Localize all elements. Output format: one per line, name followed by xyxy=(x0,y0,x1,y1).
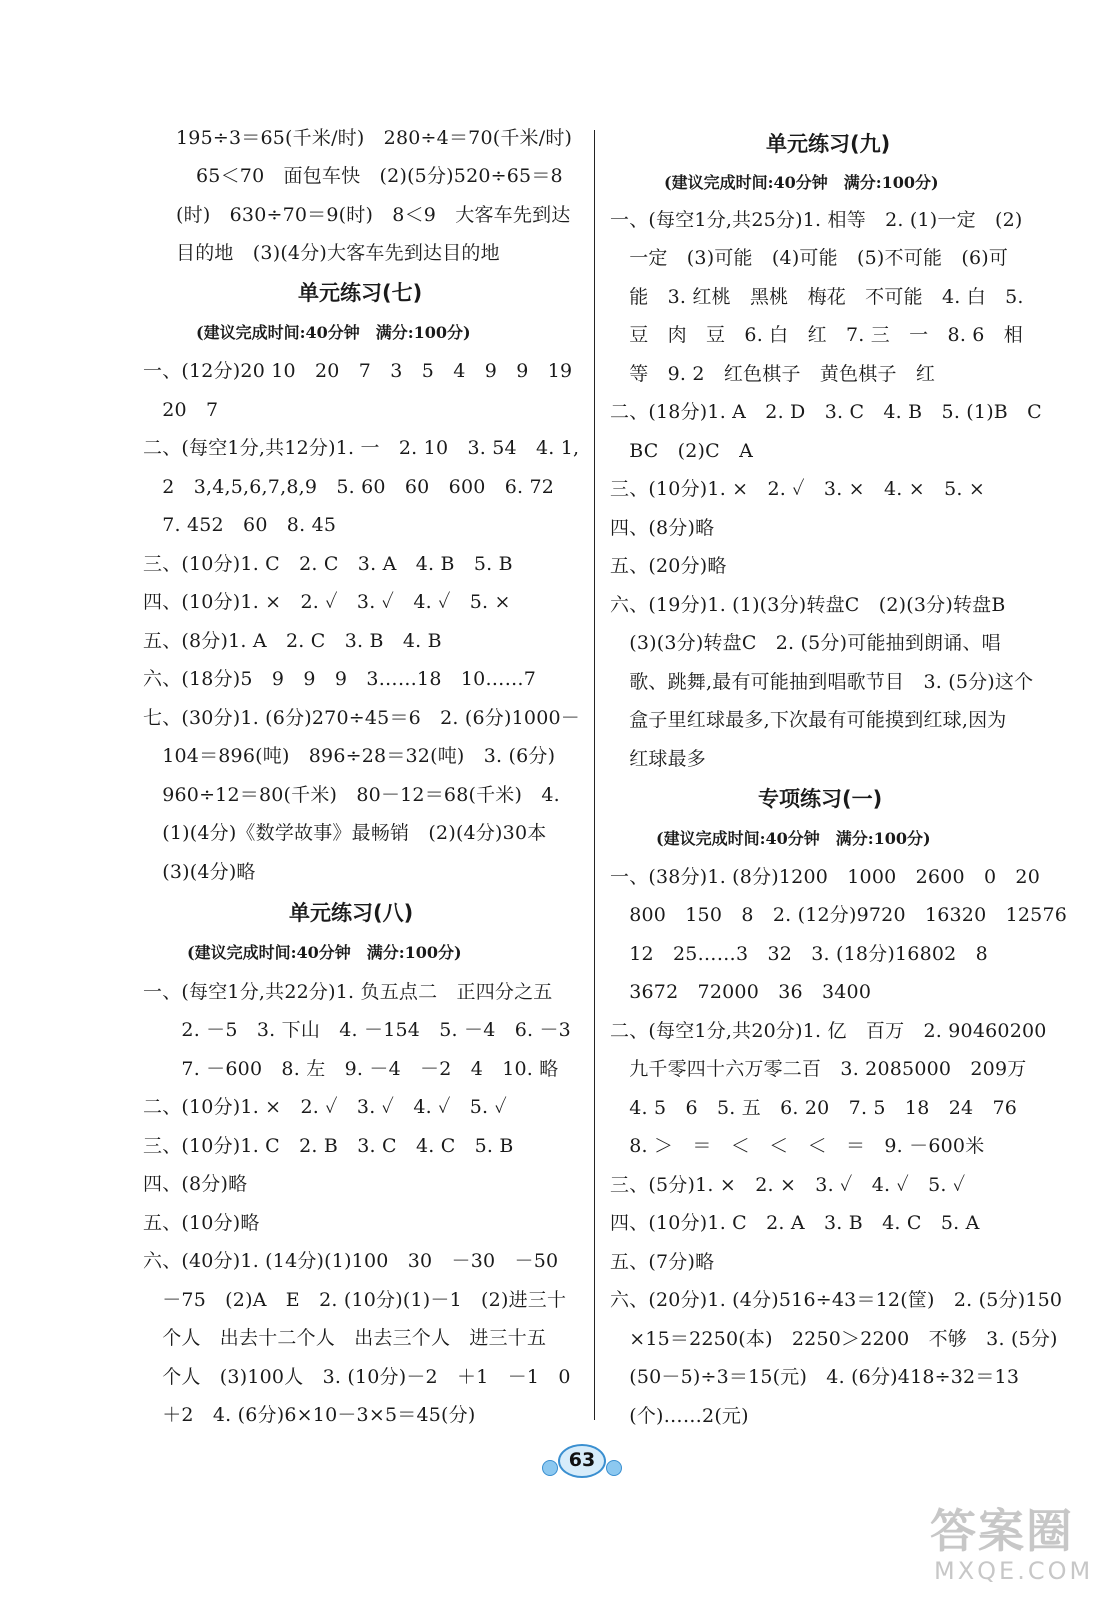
answer-line: 三、(5分)1. × 2. × 3. ✓ 4. ✓ 5. ✓ xyxy=(610,1174,966,1196)
page-number: 63 xyxy=(568,1449,596,1471)
answer-line: 六、(20分)1. (4分)516÷43＝12(筐) 2. (5分)150 xyxy=(610,1289,1063,1311)
answer-line: 一、(38分)1. (8分)1200 1000 2600 0 20 xyxy=(610,866,1041,888)
answer-line: 8. ＞ ＝ ＜ ＜ ＜ ＝ 9. －600米 xyxy=(610,1135,985,1157)
answer-line: (个)……2(元) xyxy=(610,1405,749,1427)
answer-line: (时) 630÷70＝9(时) 8＜9 大客车先到达 xyxy=(176,204,571,226)
answer-line: 个人 出去十二个人 出去三个人 进三十五 xyxy=(143,1327,547,1349)
answer-line: 一定 (3)可能 (4)可能 (5)不可能 (6)可 xyxy=(610,247,1009,269)
answer-line: (3)(4分)略 xyxy=(143,861,256,883)
answer-line: 五、(20分)略 xyxy=(610,555,727,577)
section-title-unit7: 单元练习(七) xyxy=(298,281,423,305)
answer-line: 三、(10分)1. C 2. B 3. C 4. C 5. B xyxy=(143,1135,514,1157)
answer-line: －75 (2)A E 2. (10分)(1)－1 (2)进三十 xyxy=(143,1289,567,1311)
answer-line: 104＝896(吨) 896÷28＝32(吨) 3. (6分) xyxy=(143,745,556,767)
answer-line: 六、(19分)1. (1)(3分)转盘C (2)(3分)转盘B xyxy=(610,594,1006,616)
section-subtitle-unit7: (建议完成时间:40分钟 满分:100分) xyxy=(196,323,471,342)
answer-line: 三、(10分)1. C 2. C 3. A 4. B 5. B xyxy=(143,553,513,575)
section-title-special1: 专项练习(一) xyxy=(758,787,883,811)
answer-line: 四、(10分)1. C 2. A 3. B 4. C 5. A xyxy=(610,1212,980,1234)
answer-line: 目的地 (3)(4分)大客车先到达目的地 xyxy=(176,242,500,264)
answer-line: 960÷12＝80(千米) 80－12＝68(千米) 4. xyxy=(143,784,560,806)
answer-line: 7. 452 60 8. 45 xyxy=(143,514,337,536)
answer-line: 12 25……3 32 3. (18分)16802 8 xyxy=(610,943,988,965)
answer-line: 七、(30分)1. (6分)270÷45＝6 2. (6分)1000－ xyxy=(143,707,580,729)
badge-dot-left xyxy=(542,1460,558,1476)
answer-line: 3672 72000 36 3400 xyxy=(610,981,872,1003)
answer-line: 65＜70 面包车快 (2)(5分)520÷65＝8 xyxy=(196,165,563,187)
section-title-unit8: 单元练习(八) xyxy=(289,901,414,925)
answer-line: 红球最多 xyxy=(610,748,707,770)
section-subtitle-special1: (建议完成时间:40分钟 满分:100分) xyxy=(656,829,931,848)
answer-line: 五、(10分)略 xyxy=(143,1212,260,1234)
answer-line: BC (2)C A xyxy=(610,440,754,462)
badge-dot-right xyxy=(606,1460,622,1476)
section-title-unit9: 单元练习(九) xyxy=(766,132,891,156)
answer-line: 等 9. 2 红色棋子 黄色棋子 红 xyxy=(610,363,936,385)
answer-line: 195÷3＝65(千米/时) 280÷4＝70(千米/时) xyxy=(176,127,573,149)
answer-line: 二、(10分)1. × 2. ✓ 3. ✓ 4. ✓ 5. ✓ xyxy=(143,1096,507,1118)
watermark-logo xyxy=(920,1495,1110,1595)
answer-line: 六、(18分)5 9 9 9 3……18 10……7 xyxy=(143,668,537,690)
answer-line: 20 7 xyxy=(143,399,219,421)
section-subtitle-unit8: (建议完成时间:40分钟 满分:100分) xyxy=(187,943,462,962)
answer-line: 二、(每空1分,共20分)1. 亿 百万 2. 90460200 xyxy=(610,1020,1047,1042)
answer-line: 盒子里红球最多,下次最有可能摸到红球,因为 xyxy=(610,709,1007,731)
answer-line: (1)(4分)《数学故事》最畅销 (2)(4分)30本 xyxy=(143,822,547,844)
answer-line: ＋2 4. (6分)6×10－3×5＝45(分) xyxy=(143,1404,476,1426)
answer-line: 一、(每空1分,共22分)1. 负五点二 正四分之五 xyxy=(143,981,553,1003)
watermark-text: 答案圈 xyxy=(930,1504,1074,1558)
answer-line: 个人 (3)100人 3. (10分)－2 ＋1 －1 0 xyxy=(143,1366,571,1388)
answer-line: 4. 5 6 5. 五 6. 20 7. 5 18 24 76 xyxy=(610,1097,1018,1119)
answer-line: 一、(12分)20 10 20 7 3 5 4 9 9 19 xyxy=(143,360,573,382)
answer-line: 三、(10分)1. × 2. ✓ 3. × 4. × 5. × xyxy=(610,478,985,500)
answer-line: 豆 肉 豆 6. 白 红 7. 三 一 8. 6 相 xyxy=(610,324,1023,346)
answer-line: 2. －5 3. 下山 4. －154 5. －4 6. －3 xyxy=(143,1019,571,1041)
answer-line: 能 3. 红桃 黑桃 梅花 不可能 4. 白 5. xyxy=(610,286,1024,308)
answer-line: 800 150 8 2. (12分)9720 16320 12576 xyxy=(610,904,1068,926)
answer-line: 二、(每空1分,共12分)1. 一 2. 10 3. 54 4. 1, xyxy=(143,437,580,459)
answer-line: 一、(每空1分,共25分)1. 相等 2. (1)一定 (2) xyxy=(610,209,1023,231)
watermark-url: MXQE.COM xyxy=(934,1557,1094,1585)
answer-line: 六、(40分)1. (14分)(1)100 30 －30 －50 xyxy=(143,1250,559,1272)
answer-line: 四、(10分)1. × 2. ✓ 3. ✓ 4. ✓ 5. × xyxy=(143,591,511,613)
column-divider xyxy=(594,130,595,1420)
answer-line: 九千零四十六万零二百 3. 2085000 209万 xyxy=(610,1058,1027,1080)
answer-line: 2 3,4,5,6,7,8,9 5. 60 60 600 6. 72 xyxy=(143,476,555,498)
answer-line: 五、(7分)略 xyxy=(610,1251,715,1273)
answer-line: 四、(8分)略 xyxy=(143,1173,248,1195)
answer-line: (50－5)÷3＝15(元) 4. (6分)418÷32＝13 xyxy=(610,1366,1020,1388)
answer-line: ×15＝2250(本) 2250＞2200 不够 3. (5分) xyxy=(610,1328,1058,1350)
page-number-badge xyxy=(540,1440,624,1484)
answer-line: 二、(18分)1. A 2. D 3. C 4. B 5. (1)B C xyxy=(610,401,1042,423)
answer-line: 四、(8分)略 xyxy=(610,517,715,539)
answer-line: 7. －600 8. 左 9. －4 －2 4 10. 略 xyxy=(143,1058,559,1080)
answer-line: (3)(3分)转盘C 2. (5分)可能抽到朗诵、唱 xyxy=(610,632,1001,654)
answer-line: 五、(8分)1. A 2. C 3. B 4. B xyxy=(143,630,442,652)
section-subtitle-unit9: (建议完成时间:40分钟 满分:100分) xyxy=(664,173,939,192)
answer-line: 歌、跳舞,最有可能抽到唱歌节目 3. (5分)这个 xyxy=(610,671,1034,693)
